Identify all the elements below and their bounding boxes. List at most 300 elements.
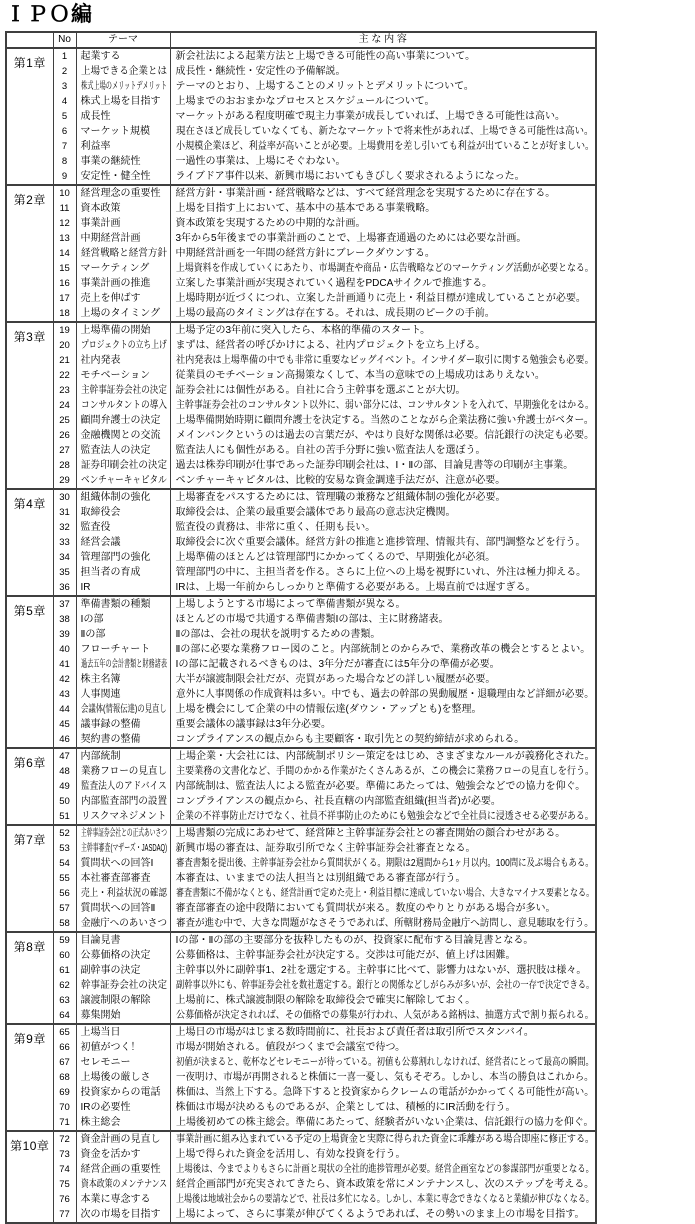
table-row [6,520,596,535]
row-theme-text: 成長性 [80,111,111,122]
row-content-text: 上場企業・大会社には、内部統制ポリシー策定をはじめ、さまざまなルールが義務化された。 [175,751,595,762]
chapter-label: 第3章 [13,330,46,344]
row-content [170,871,596,886]
table-row [6,246,596,261]
row-theme [76,505,170,520]
row-no: 64 [53,1008,76,1024]
row-theme-text: 投資家からの電話 [80,1087,161,1098]
row-theme-text: 安定性・健全性 [80,171,151,182]
row-content [170,1008,596,1024]
row-theme-text: 株式上場のメリットデメリット [80,81,167,92]
row-no: 35 [53,565,76,580]
row-no: 25 [53,413,76,428]
row-content-text: 企業の不祥事防止だけでなく、社員不祥事防止のためにも勉強会などで全社員に浸透させる必要がある。 [175,811,594,822]
row-theme [76,109,170,124]
table-row [6,916,596,932]
row-content [170,565,596,580]
row-theme [76,261,170,276]
row-theme [76,169,170,185]
row-theme [76,246,170,261]
row-no: 59 [53,932,76,948]
row-content [170,231,596,246]
row-content-text: 社内発表は上場準備の中でも非常に重要なビッグイベント。インサイダー取引に関する勉強会も必要。 [175,355,594,366]
row-content [170,779,596,794]
row-theme [76,201,170,216]
row-content-text: 小規模企業ほど、利益率が高いことが必要。上場費用を差し引いても利益が出ていることが好ましい。 [175,141,594,152]
row-no: 74 [53,1162,76,1177]
table-row [6,1147,596,1162]
table-row [6,596,596,612]
row-no: 22 [53,368,76,383]
row-theme-text: 担当者の育成 [80,567,141,578]
row-theme-text: 社内発表 [80,355,121,366]
row-no: 71 [53,1115,76,1131]
table-row [6,64,596,79]
row-no: 39 [53,627,76,642]
row-theme [76,886,170,901]
row-content [170,154,596,169]
row-no: 50 [53,794,76,809]
row-no: 63 [53,993,76,1008]
row-no: 72 [53,1131,76,1147]
table-header-no: No [53,32,76,48]
row-theme [76,809,170,825]
row-theme [76,627,170,642]
row-theme [76,1008,170,1024]
row-theme-text: 中期経営計画 [80,233,141,244]
row-theme [76,779,170,794]
row-no: 31 [53,505,76,520]
row-content [170,1100,596,1115]
row-theme-text: 公募価格の決定 [80,950,151,961]
row-content-text: 成長性・継続性・安定性の予備解説。 [175,66,346,77]
row-no: 36 [53,580,76,596]
table-row [6,154,596,169]
table-row [6,871,596,886]
row-theme [76,871,170,886]
row-theme [76,1162,170,1177]
row-theme-text: 人事関連 [80,689,121,700]
row-theme-text: 金融庁へのあいさつ [80,918,167,929]
row-content [170,1162,596,1177]
row-content [170,1024,596,1040]
row-content-text: Ⅱの部に必要な業務フロー図のこと。内部統制とのからみで、業務改革の機会とするとよい。 [175,644,591,655]
row-theme [76,1131,170,1147]
row-content-text: 上場書類の完成にあわせて、経営陣と主幹事証券会社との審査開始の顔合わせがある。 [175,828,566,839]
row-theme-text: 契約書の整備 [80,734,141,745]
row-content [170,1147,596,1162]
table-row [6,1177,596,1192]
row-content [170,748,596,764]
table-row [6,1131,596,1147]
row-theme-text: 内部統制 [80,751,121,762]
table-row [6,732,596,748]
chapter-label: 第6章 [13,756,46,770]
row-content [170,1177,596,1192]
row-theme [76,1085,170,1100]
row-theme-text: IR [80,582,91,593]
row-theme [76,672,170,687]
row-no: 51 [53,809,76,825]
table-row [6,809,596,825]
row-content [170,612,596,627]
row-theme [76,489,170,505]
row-theme [76,948,170,963]
row-theme [76,1055,170,1070]
row-no: 14 [53,246,76,261]
row-theme [76,322,170,338]
row-theme [76,79,170,94]
row-content-text: 上場時期が近づくにつれ、立案した計画通りに売上・利益目標が達成していることが必要。 [175,293,586,304]
table-row [6,322,596,338]
row-content-text: 現在さほど成長していなくても、新たなマーケットで将来性があれば、上場できる可能性は高い。 [175,126,594,137]
row-no: 56 [53,886,76,901]
row-theme [76,1070,170,1085]
row-content-text: 公募価格は、主幹事証券会社が決定する。交渉は可能だが、値上げは困難。 [175,950,516,961]
row-theme-text: コンサルタントの導入 [80,400,167,411]
row-content [170,185,596,201]
table-row [6,779,596,794]
row-no: 18 [53,306,76,322]
row-content [170,139,596,154]
row-content-text: メインバンクというのは過去の言葉だが、やはり良好な関係は必要。信託銀行の決定も必要。 [175,430,594,441]
row-theme [76,932,170,948]
row-theme-text: 業務フローの見直し [80,766,167,777]
row-theme [76,428,170,443]
row-content-text: 市場が開始される。値段がつくまで会議室で待つ。 [175,1042,406,1053]
row-content-text: テーマのとおり、上場することのメリットとデメリットについて。 [175,81,474,92]
row-content [170,216,596,231]
row-no: 28 [53,458,76,473]
row-content-text: マーケットがある程度明確で現主力事業が成長していれば、上場できる可能性は高い。 [175,111,565,122]
row-no: 68 [53,1070,76,1085]
row-no: 49 [53,779,76,794]
table-row [6,306,596,322]
row-content-text: 初値が決まると、乾杯などセレモニーが待っている。初値も公募割れしなければ、経営者にとって最高の瞬間。 [175,1057,594,1068]
row-content [170,596,596,612]
table-header-content: 主 な 内 容 [170,32,596,48]
row-content [170,642,596,657]
row-theme-text: マーケティング [80,263,150,274]
table-row [6,841,596,856]
table-row [6,1192,596,1207]
row-theme [76,916,170,932]
row-content-text: 上場しようとする市場によって準備書類が異なる。 [175,599,406,610]
row-content [170,291,596,306]
table-header-chapter [6,32,53,48]
table-row [6,535,596,550]
row-content [170,1055,596,1070]
row-theme [76,596,170,612]
row-theme [76,353,170,368]
row-content-text: 審査書類に不備がなくとも、経営計画で定めた売上・利益目標に達成していない場合、大きなマイナス要素となる。 [175,888,594,899]
row-no: 77 [53,1207,76,1223]
row-content-text: 審査部審査の途中段階においても質問状が来る。数度のやりとりがある場合が多い。 [175,903,556,914]
row-content-text: コンプライアンスの観点からも主要顧客・取引先との契約締結が求められる。 [175,734,525,745]
row-theme [76,383,170,398]
row-content-text: 従業員のモチベーション高揚策なくして、本当の意味での上場成功はありえない。 [175,370,545,381]
row-theme [76,306,170,322]
row-theme [76,687,170,702]
row-no: 32 [53,520,76,535]
row-theme-text: 顧問弁護士の決定 [80,415,161,426]
row-theme [76,443,170,458]
row-theme-text: 組織体制の強化 [80,492,151,503]
row-content-text: 主幹事証券会社のコンサルタント以外に、弱い部分には、コンサルタントを入れて、早期強化をはかる。 [175,400,594,411]
row-content-text: 一夜明け、市場が再開されると株価に一喜一憂し、気もそぞろ。しかし、本当の勝負はこれから。 [175,1072,594,1083]
row-theme-text: 内部監査部門の設置 [80,796,167,807]
row-content-text: コンプライアンスの観点から、社長直轄の内部監査組織(担当者)が必要。 [175,796,501,807]
row-theme-text: 経営理念の重要性 [80,188,161,199]
row-content-text: 立案した事業計画が実現されていく過程をPDCAサイクルで推進する。 [175,278,493,289]
row-content-text: Ⅰの部・Ⅱの部の主要部分を抜粋したものが、投資家に配布する目論見書となる。 [175,935,534,946]
row-no: 3 [53,79,76,94]
row-theme-text: 本社審査部審査 [80,873,151,884]
row-content-text: Ⅰの部に記載されるべきものは、3年分だが審査には5年分の準備が必要。 [175,659,500,670]
table-row [6,261,596,276]
row-theme [76,398,170,413]
table-row [6,473,596,489]
table-row [6,702,596,717]
row-content-text: 経営方針・事業計画・経営戦略などは、すべて経営理念を実現するために存在する。 [175,188,556,199]
table-row [6,565,596,580]
row-no: 24 [53,398,76,413]
row-no: 16 [53,276,76,291]
row-theme [76,1024,170,1040]
row-theme [76,978,170,993]
row-content-text: 上場の最高のタイミングは存在する。それは、成長期のピークの手前。 [175,308,495,319]
row-content [170,353,596,368]
row-theme-text: 売上を伸ばす [80,293,141,304]
row-no: 4 [53,94,76,109]
row-content-text: 上場前に、株式譲渡制限の解除を取締役会で確実に解除しておく。 [175,995,476,1006]
row-content [170,338,596,353]
row-content-text: 上場日の市場がはじまる数時間前に、社長および責任者は取引所でスタンバイ。 [175,1027,534,1038]
row-theme-text: IRの必要性 [80,1102,131,1113]
row-theme [76,535,170,550]
row-content [170,169,596,185]
row-content [170,124,596,139]
row-no: 57 [53,901,76,916]
row-content [170,261,596,276]
row-theme-text: プロジェクトの立ち上げ [80,340,167,351]
row-theme [76,856,170,871]
row-content-text: 上場を機会にして企業の中の情報伝達(ダウン・アップとも)を整理。 [175,704,482,715]
table-row [6,1024,596,1040]
table-row [6,338,596,353]
row-content-text: 3年から5年後までの事業計画のことで、上場審査通過のためには必要な計画。 [175,233,527,244]
row-content [170,109,596,124]
row-theme [76,612,170,627]
row-theme [76,565,170,580]
table-row [6,657,596,672]
table-row [6,672,596,687]
row-theme [76,642,170,657]
row-content [170,473,596,489]
row-content [170,413,596,428]
row-theme-text: 株主名簿 [80,674,121,685]
row-theme-text: 副幹事の決定 [80,965,141,976]
row-theme-text: モチベーション [80,370,151,381]
row-content-text: 上場後は地域社会からの要請などで、社長は多忙になる。しかし、本業に専念できなくなると業績が伸びなくなる。 [175,1194,594,1205]
table-row [6,139,596,154]
row-no: 52 [53,825,76,841]
row-no: 45 [53,717,76,732]
row-theme-text: 資金計画の見直し [80,1134,161,1145]
row-content [170,64,596,79]
row-no: 2 [53,64,76,79]
row-content-text: 上場までのおおまかなプロセスとスケジュールについて。 [175,96,435,107]
row-theme [76,825,170,841]
row-no: 54 [53,856,76,871]
table-row [6,1070,596,1085]
row-no: 10 [53,185,76,201]
row-content [170,368,596,383]
row-content-text: 資本政策を実現するための中期的な計画。 [175,218,366,229]
row-no: 47 [53,748,76,764]
table-row [6,856,596,871]
row-content [170,1085,596,1100]
table-row [6,185,596,201]
table-row [6,901,596,916]
row-no: 42 [53,672,76,687]
row-content [170,717,596,732]
table-row [6,109,596,124]
row-content [170,687,596,702]
row-content-text: 上場準備開始時期に顧問弁護士を決定する。当然のことながら企業法務に強い弁護士がベター。 [175,415,594,426]
row-content-text: 上場資料を作成していくにあたり、市場調査や商品・広告戦略などのマーケティング活動が必要となる。 [175,263,594,274]
table-row [6,231,596,246]
row-theme [76,702,170,717]
row-content-text: 一過性の事業は、上場にそぐわない。 [175,156,346,167]
table-row [6,489,596,505]
row-theme-text: 管理部門の強化 [80,552,151,563]
row-no: 53 [53,841,76,856]
row-theme-text: 利益率 [80,141,111,152]
table-row [6,717,596,732]
table-row [6,124,596,139]
row-content [170,520,596,535]
row-no: 30 [53,489,76,505]
table-row [6,169,596,185]
table-body [6,48,596,1223]
table-row [6,413,596,428]
table-row [6,79,596,94]
table-row [6,291,596,306]
row-theme-text: 目論見書 [80,935,121,946]
row-theme-text: 質問状への回答Ⅱ [80,903,156,914]
row-theme-text: 監査法人の決定 [80,445,151,456]
table-row [6,886,596,901]
row-content-text: IRは、上場一年前からしっかりと準備する必要がある。上場直前では遅すぎる。 [175,582,536,593]
row-no: 38 [53,612,76,627]
table-row [6,963,596,978]
row-content [170,1070,596,1085]
row-content [170,886,596,901]
row-theme [76,1207,170,1223]
row-content-text: 大半が譲渡制限会社だが、売買があった場合などの詳しい履歴が必要。 [175,674,496,685]
row-content [170,993,596,1008]
row-theme-text: 会議体(情報伝達)の見直し [80,704,167,715]
row-content [170,458,596,473]
row-no: 21 [53,353,76,368]
row-theme-text: 取締役会 [80,507,121,518]
row-no: 55 [53,871,76,886]
row-content-text: 証券会社には個性がある。自社に合う主幹事を選ぶことが大切。 [175,385,466,396]
row-no: 41 [53,657,76,672]
row-theme-text: ベンチャーキャピタル [80,475,167,486]
table-row [6,612,596,627]
row-theme [76,338,170,353]
row-content [170,48,596,64]
row-theme-text: マーケット規模 [80,126,150,137]
row-theme [76,185,170,201]
row-content-text: 株価は市場が決めるものであるが、企業としては、積極的にIR活動を行う。 [175,1102,516,1113]
row-theme-text: 資本政策のメンテナンス [80,1179,167,1190]
row-theme [76,1192,170,1207]
row-content-text: ライブドア事件以来、新興市場においてもきびしく要求されるようになった。 [175,171,525,182]
row-content-text: 上場後初めての株主総会。準備にあたって、経験者がいない企業は、信託銀行の協力を仰ぐ。 [175,1117,594,1128]
row-theme [76,276,170,291]
row-content [170,94,596,109]
row-content [170,580,596,596]
row-content-text: 監査役の責務は、非常に重く、任期も長い。 [175,522,376,533]
row-content-text: 株価は、当然上下する。急降下すると投資家からクレームの電話がかかってくる可能性が高い。 [175,1087,594,1098]
row-theme [76,901,170,916]
row-content-text: 上場を目指す上において、基本中の基本である事業戦略。 [175,203,436,214]
row-theme-text: 監査法人のアドバイス [80,781,167,792]
table-row [6,580,596,596]
row-theme-text: 経営会議 [80,537,121,548]
row-theme-text: 主幹事証券会社との正式あいさつ [80,828,167,839]
table-row [6,1162,596,1177]
row-content [170,657,596,672]
row-theme-text: 上場できる企業とは [80,66,167,77]
row-content [170,841,596,856]
row-no: 48 [53,764,76,779]
row-content-text: 内部統制は、監査法人による監査が必要。準備にあたっては、勉強会などでの協力を仰ぐ。 [175,781,586,792]
row-theme-text: 証券印刷会社の決定 [80,460,167,471]
row-theme [76,94,170,109]
table-row [6,627,596,642]
ipo-table [5,31,597,1224]
table-row [6,978,596,993]
row-content-text: 意外に人事関係の作成資料は多い。中でも、過去の幹部の異動履歴・退職理由など詳細が必要。 [175,689,594,700]
row-theme [76,963,170,978]
row-content [170,856,596,871]
table-row [6,948,596,963]
row-no: 70 [53,1100,76,1115]
row-content-text: 上場準備のほとんどは管理部門にかかってくるので、早期強化が必須。 [175,552,496,563]
row-theme [76,1100,170,1115]
row-theme-text: 初値がつく！ [80,1042,141,1053]
row-no: 19 [53,322,76,338]
row-content [170,489,596,505]
row-no: 66 [53,1040,76,1055]
row-theme [76,1115,170,1131]
row-theme-text: リスクマネジメント [80,811,167,822]
row-no: 37 [53,596,76,612]
row-content [170,276,596,291]
row-no: 76 [53,1192,76,1207]
row-content [170,505,596,520]
row-no: 73 [53,1147,76,1162]
row-theme-text: 議事録の整備 [80,719,141,730]
row-theme [76,748,170,764]
table-row [6,642,596,657]
row-theme-text: Ⅱの部 [80,629,106,640]
row-content [170,322,596,338]
